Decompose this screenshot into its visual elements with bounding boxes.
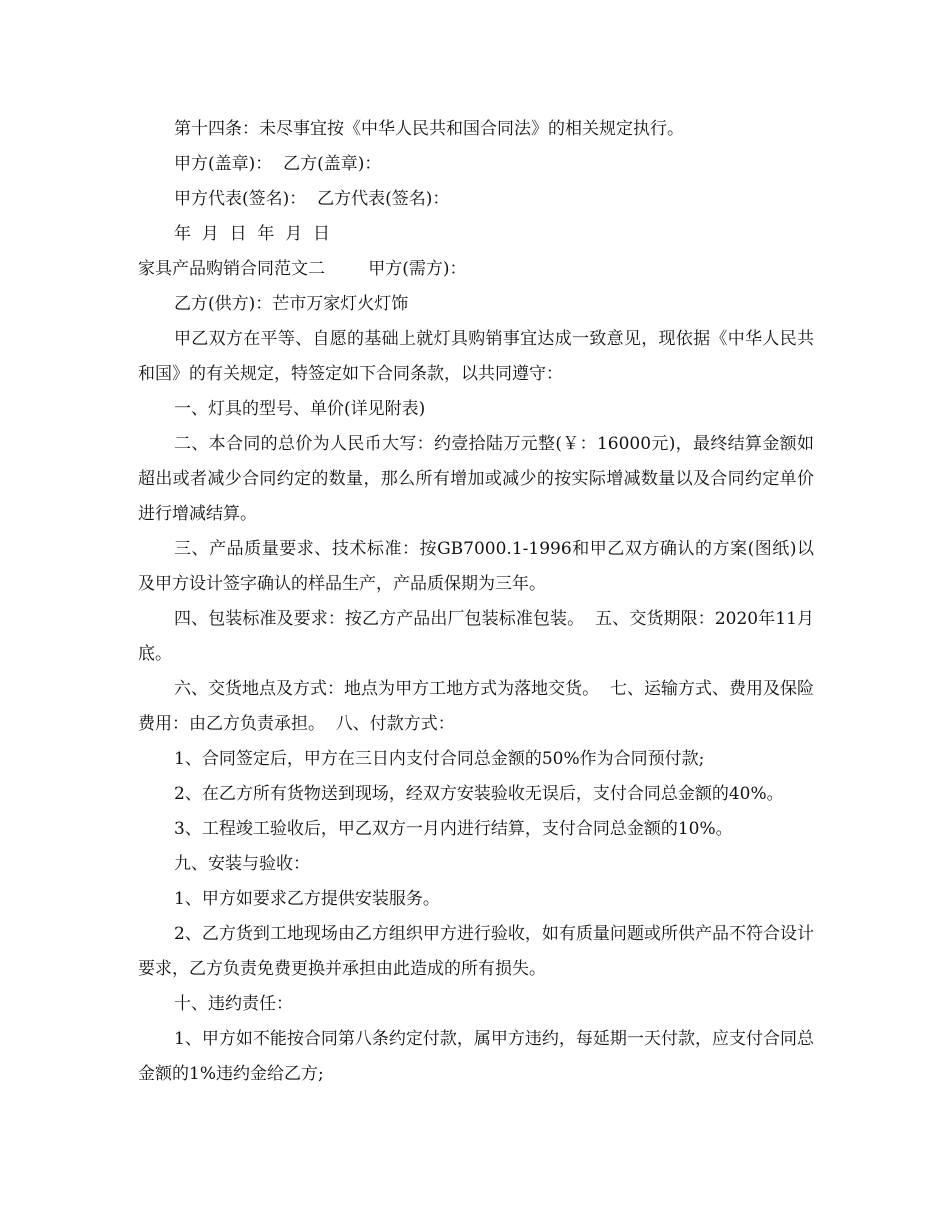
payment-term-three: 3、工程竣工验收后，甲乙双方一月内进行结算，支付合同总金额的10%。 — [174, 819, 733, 839]
item-one: 一、灯具的型号、单价(详见附表) — [174, 399, 426, 419]
party-seal-line: 甲方(盖章)： 乙方(盖章)： — [174, 154, 382, 174]
contract-introduction: 甲乙双方在平等、自愿的基础上就灯具购销事宜达成一致意见，现依据《中华人民共和国》的有关规定，特签定如下合同条款，以共同遵守： — [138, 329, 814, 384]
liability-heading: 十、违约责任： — [174, 994, 293, 1014]
payment-term-two: 2、在乙方所有货物送到现场，经双方安装验收无误后，支付合同总金额的40%。 — [174, 784, 784, 804]
clause-14: 第十四条：未尽事宜按《中华人民共和国合同法》的相关规定执行。 — [174, 119, 684, 139]
representative-signature-line: 甲方代表(签名)： 乙方代表(签名)： — [174, 189, 450, 209]
item-three: 三、产品质量要求、技术标准：按GB7000.1-1996和甲乙双方确认的方案(图纸)以及甲方设计签字确认的样品生产，产品质保期为三年。 — [138, 539, 814, 594]
document-body — [138, 112, 814, 1092]
second-contract-heading: 家具产品购销合同范文二 甲方(需方)： — [138, 259, 467, 279]
supplier-line: 乙方(供方)：芒市万家灯火灯饰 — [174, 294, 409, 314]
payment-term-one: 1、合同签定后，甲方在三日内支付合同总金额的50%作为合同预付款; — [174, 749, 705, 769]
date-line: 年 月 日 年 月 日 — [174, 224, 331, 244]
installation-term-one: 1、甲方如要求乙方提供安装服务。 — [174, 889, 440, 909]
item-two: 二、本合同的总价为人民币大写：约壹拾陆万元整(￥：16000元)，最终结算金额如超出或者减少合同约定的数量，那么所有增加或减少的按实际增减数量以及合同约定单价进行增减结算。 — [138, 434, 814, 524]
installation-term-two: 2、乙方货到工地现场由乙方组织甲方进行验收，如有质量问题或所供产品不符合设计要求，乙方负责免费更换并承担由此造成的所有损失。 — [138, 924, 814, 979]
items-four-five: 四、包装标准及要求：按乙方产品出厂包装标准包装。 五、交货期限：2020年11月底。 — [138, 609, 814, 664]
items-six-to-eight: 六、交货地点及方式：地点为甲方工地方式为落地交货。 七、运输方式、费用及保险费用：由乙方负责承担。 八、付款方式： — [138, 679, 814, 734]
liability-term-one: 1、甲方如不能按合同第八条约定付款，属甲方违约，每延期一天付款，应支付合同总金额的1%违约金给乙方; — [138, 1029, 814, 1084]
installation-heading: 九、安装与验收： — [174, 854, 310, 874]
